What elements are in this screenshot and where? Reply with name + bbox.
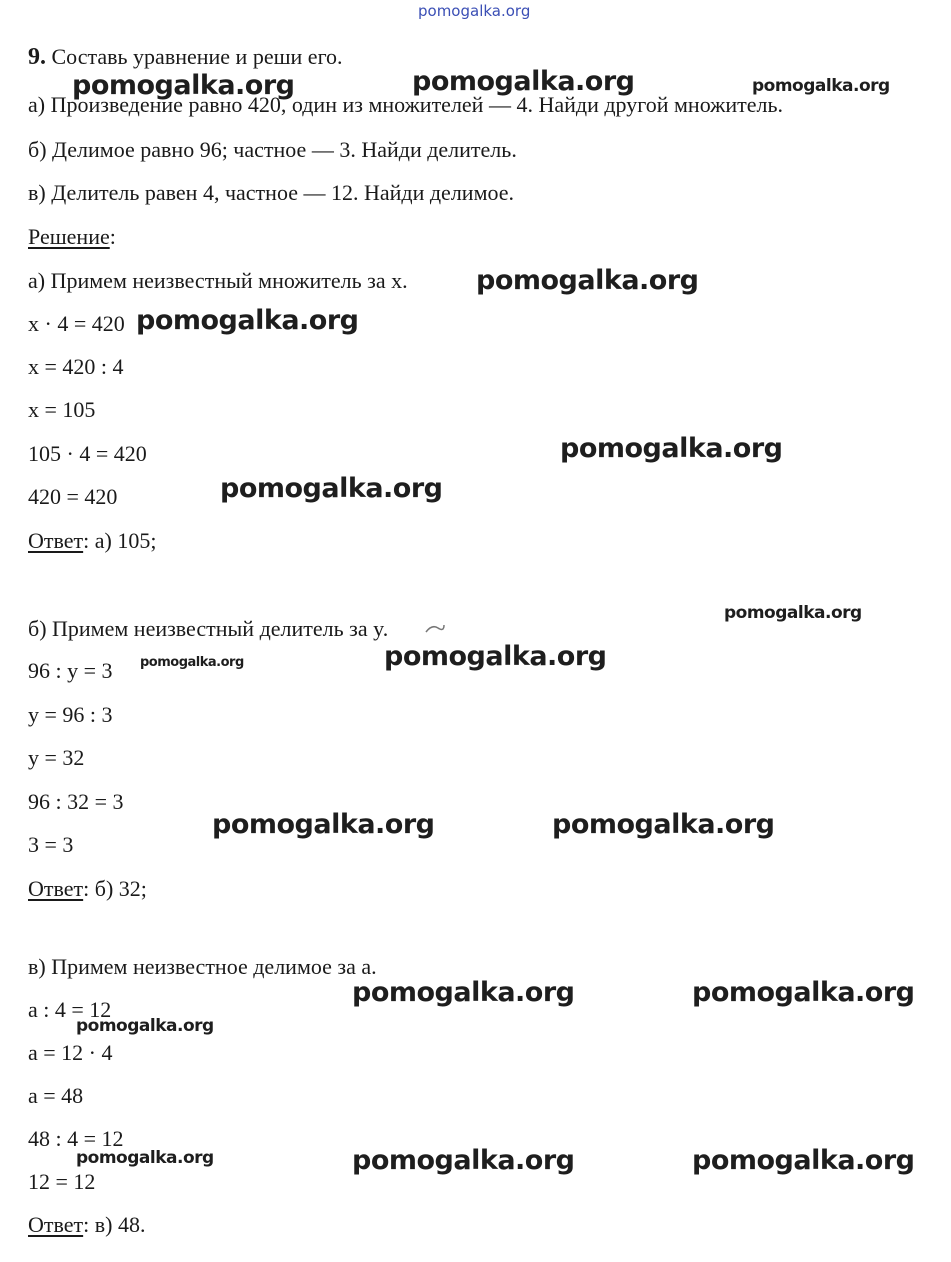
answer-label: Ответ: [28, 1212, 84, 1237]
answer-label: Ответ: [28, 528, 84, 553]
watermark: pomogalka.org: [692, 1145, 915, 1176]
part-a-step: 105 · 4 = 420: [28, 441, 147, 466]
part-b-step: y = 32: [28, 745, 85, 770]
header-watermark: pomogalka.org: [418, 2, 531, 20]
pen-scribble-mark: [424, 622, 446, 636]
part-b-step: 3 = 3: [28, 832, 74, 857]
watermark: pomogalka.org: [72, 70, 295, 101]
answer-value: : в) 48.: [83, 1212, 146, 1237]
part-c-step: 48 : 4 = 12: [28, 1126, 124, 1151]
solution-label-text: Решение: [28, 224, 110, 249]
watermark: pomogalka.org: [220, 473, 443, 504]
task-heading: [28, 44, 343, 70]
task-title: Составь уравнение и реши его.: [51, 44, 343, 69]
part-a-step: x = 420 : 4: [28, 354, 124, 379]
watermark: pomogalka.org: [384, 641, 607, 672]
answer-value: : а) 105;: [83, 528, 157, 553]
watermark: pomogalka.org: [140, 655, 244, 670]
part-c-step: a = 48: [28, 1083, 84, 1108]
part-b-step: 96 : 32 = 3: [28, 789, 124, 814]
solution-label-colon: :: [109, 224, 116, 249]
watermark: pomogalka.org: [212, 809, 435, 840]
task-number: 9.: [28, 44, 46, 70]
part-c-intro: в) Примем неизвестное делимое за a.: [28, 954, 377, 979]
task-item-c: в) Делитель равен 4, частное — 12. Найди делимое.: [28, 180, 515, 205]
part-b-answer: [28, 876, 147, 902]
part-c-answer: [28, 1212, 145, 1238]
watermark: pomogalka.org: [552, 809, 775, 840]
watermark: pomogalka.org: [752, 76, 890, 96]
part-a-step: x · 4 = 420: [28, 311, 125, 336]
task-item-b: б) Делимое равно 96; частное — 3. Найди делитель.: [28, 137, 517, 162]
answer-value: : б) 32;: [83, 876, 147, 901]
part-c-step: a = 12 · 4: [28, 1040, 113, 1065]
watermark: pomogalka.org: [136, 305, 359, 336]
watermark: pomogalka.org: [76, 1148, 214, 1168]
watermark: pomogalka.org: [560, 433, 783, 464]
task-item-a: а) Произведение равно 420, один из множителей — 4. Найди другой множитель.: [28, 92, 784, 117]
part-a-step: x = 105: [28, 397, 96, 422]
watermark: pomogalka.org: [352, 1145, 575, 1176]
part-a-answer: [28, 528, 156, 554]
part-a-step: 420 = 420: [28, 484, 118, 509]
part-b-step: 96 : y = 3: [28, 658, 113, 683]
part-c-step: 12 = 12: [28, 1169, 96, 1194]
solution-label: [28, 224, 116, 250]
part-a-intro: а) Примем неизвестный множитель за x.: [28, 268, 408, 293]
part-c-step: a : 4 = 12: [28, 997, 112, 1022]
watermark: pomogalka.org: [412, 66, 635, 97]
watermark: pomogalka.org: [692, 977, 915, 1008]
watermark: pomogalka.org: [476, 265, 699, 296]
answer-label: Ответ: [28, 876, 84, 901]
watermark: pomogalka.org: [76, 1016, 214, 1036]
part-b-intro: б) Примем неизвестный делитель за y.: [28, 616, 389, 641]
watermark: pomogalka.org: [352, 977, 575, 1008]
watermark: pomogalka.org: [724, 603, 862, 623]
part-b-step: y = 96 : 3: [28, 702, 113, 727]
